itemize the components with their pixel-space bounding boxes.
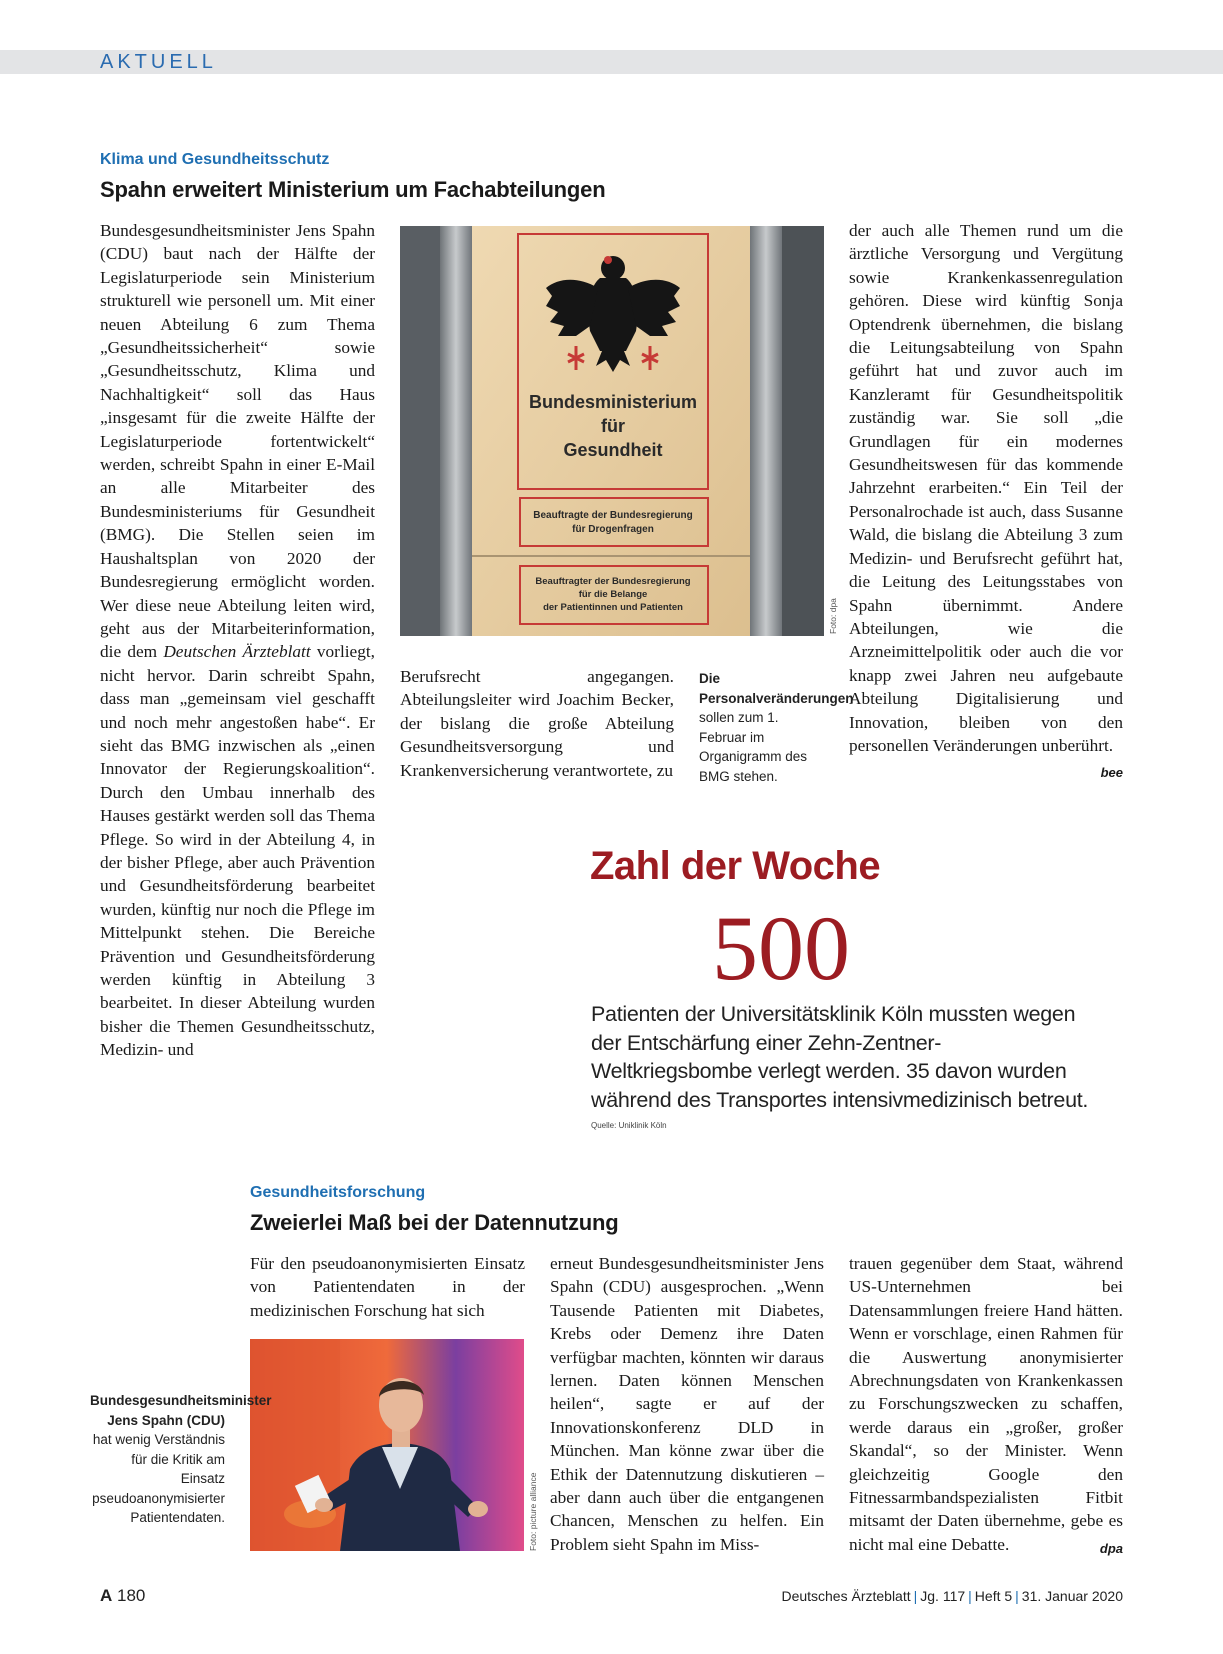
article2-column-1 — [250, 1252, 525, 1322]
svg-text:für Drogenfragen: für Drogenfragen — [572, 524, 654, 535]
article1-column-3 — [849, 219, 1123, 785]
footer-date: 31. Januar 2020 — [1021, 1588, 1123, 1604]
footer-journal-info: Deutsches Ärzteblatt | Jg. 117 | Heft 5 | 31. Januar 2020 — [781, 1588, 1123, 1604]
article1-caption-bold: Die Personalveränderungen — [699, 671, 854, 706]
page-number-value: 180 — [117, 1586, 146, 1605]
article1-col1-italic: Deutschen Ärzteblatt — [163, 642, 311, 662]
zahl-der-woche-number: 500 — [712, 897, 850, 999]
article1-col1-text-a: Bundesgesundheitsminister Jens Spahn (CDU) baut nach der Hälfte der Legislaturperiode sein Ministerium strukturell wie personell um. Mit einer neuen Abteilung 6 zum Thema „Gesundheitssicherheit“ sowie „Gesundheitsschutz, Klima und Nachhaltigkeit“ soll das Haus „insgesamt für die zweite Hälfte der Legislaturperiode fortentwickelt“ werden, schreibt Spahn in einer E-Mail an alle Mitarbeiter des Bundesministeriums für Gesundheit (BMG). Die Stellen seien im Haushaltsplan von 2020 der Bundesregierung ermöglicht worden. Wer diese neue Abteilung leiten wird, geht aus der Mitarbeiterinformation, die dem — [100, 221, 375, 662]
article2-caption-text: hat wenig Verständnis für die Kritik am Einsatz pseudoanonymisierter Patientendaten. — [92, 1432, 225, 1525]
footer-issue: Heft 5 — [974, 1588, 1013, 1604]
article2-caption — [90, 1391, 272, 1528]
svg-text:Beauftragter der Bundesregieru: Beauftragter der Bundesregierung — [535, 576, 691, 587]
svg-text:Gesundheit: Gesundheit — [563, 440, 663, 460]
footer-journal: Deutsches Ärzteblatt — [781, 1588, 911, 1604]
article1-col1-text-b: vorliegt, nicht hervor. Darin schreibt Spahn, dass man „gemeinsam viel geschafft und noch mehr angestoßen habe“. Er sieht das BMG inzwischen als „einen Innovator der Regierungskoalition“. Durch den Umbau innerhalb des Hauses gestärkt werden soll das Thema Pflege. So wird in der Abteilung 4, in der bisher Pflege, aber auch Prävention und Gesundheitsförderung bearbeitet wurden, künftig nur noch die Pflege im Mittelpunkt stehen. Die Bereiche Prävention und Gesundheitsförderung werden künftig in Abteilung 3 bearbeitet. In dieser Abteilung wurden bisher die Themen Gesundheitsschutz, Medizin- und — [100, 642, 375, 1060]
zahl-der-woche-source: Quelle: Uniklinik Köln — [591, 1121, 667, 1130]
article1-kicker: Klima und Gesundheitsschutz — [100, 151, 330, 168]
article1-photo — [400, 226, 824, 636]
article2-photo-credit: Foto: picture alliance — [528, 1472, 538, 1551]
svg-text:Bundesministerium: Bundesministerium — [528, 392, 698, 412]
page-prefix: A — [100, 1586, 113, 1605]
section-label: AKTUELL — [100, 51, 217, 73]
zahl-der-woche-title: Zahl der Woche — [590, 844, 881, 888]
ministry-sign-photo — [400, 226, 824, 636]
article1-photo-credit: Foto: dpa — [828, 598, 838, 634]
article1-col3-text: der auch alle Themen rund um die ärztliche Versorgung und Vergütung sowie Krankenkassenregulation gehören. Diese wird künftig Sonja Optendrenk übernehmen, die bislang die Leitungsabteilung von Spahn geführt hat und zuvor auch im Kanzleramt für Gesundheitspolitik zuständig war. Sie soll „die Grundlagen für ein modernes Gesundheitswesen für das kommende Jahrzehnt erarbeiten.“ Ein Teil der Personalrochade ist auch, dass Susanne Wald, die bislang die Abteilung 3 zum Medizin- und Berufsrecht geführt hat, die Leitung des Leitungsstabes von Spahn übernimmt. Andere Abteilungen, wie die Arzneimittelpolitik oder auch die vor knapp zwei Jahren neu aufgebaute Abteilung Digitalisierung und Innovation, bleiben von den personellen Veränderungen unberührt. — [849, 221, 1123, 755]
minister-speaking-photo — [250, 1339, 524, 1551]
svg-text:für die Belange: für die Belange — [578, 589, 648, 600]
article1-col2-text: Berufsrecht angegangen. Abteilungsleiter wird Joachim Becker, der bislang die große Abteilung Gesundheitsversorgung und Krankenversicherung verantwortete, zu — [400, 667, 674, 780]
article2-col1-text: Für den pseudoanonymisierten Einsatz von Patientendaten in der medizinischen Forschung hat sich — [250, 1254, 525, 1320]
article2-column-3 — [849, 1252, 1123, 1560]
article1-column-1 — [100, 219, 375, 1062]
article2-caption-bold: Bundesgesundheitsminister Jens Spahn (CDU) — [90, 1393, 272, 1428]
article2-col2-text: erneut Bundesgesundheitsminister Jens Spahn (CDU) ausgesprochen. „Wenn Tausende Patienten mit Diabetes, Krebs oder Demenz ihre Daten verfügbar machten, könnten wir daraus lernen. Daten können Menschen heilen“, sagte er auf der Innovationskonferenz DLD in München. Man könne zwar über die Ethik der Datennutzung diskutieren – aber dann auch über die entgangenen Chancen, Menschen zu helfen. Ein Problem sieht Spahn im Miss- — [550, 1254, 824, 1554]
article2-column-2 — [550, 1252, 824, 1556]
article1-caption-text: sollen zum 1. Februar im Organigramm des BMG stehen. — [699, 710, 808, 784]
article1-signature: bee — [1100, 765, 1123, 781]
page-number — [100, 1586, 145, 1606]
article2-title: Zweierlei Maß bei der Datennutzung — [250, 1210, 619, 1235]
article1-caption — [699, 669, 854, 786]
article1-column-2 — [400, 665, 674, 782]
article2-signature: dpa — [1099, 1540, 1123, 1556]
article2-kicker: Gesundheitsforschung — [250, 1184, 426, 1201]
svg-text:Beauftragte der Bundesregierun: Beauftragte der Bundesregierung — [533, 510, 693, 521]
article2-photo — [250, 1339, 524, 1551]
footer-volume: Jg. 117 — [920, 1588, 966, 1604]
svg-text:für: für — [601, 416, 625, 436]
svg-text:der Patientinnen und Patienten: der Patientinnen und Patienten — [543, 602, 683, 613]
zahl-der-woche-text: Patienten der Universitätsklinik Köln mussten wegen der Entschärfung einer Zehn-Zentner-Weltkriegsbombe verlegt werden. 35 davon wurden während des Transportes intensivmedizinisch betreut. — [591, 1002, 1089, 1112]
article1-title: Spahn erweitert Ministerium um Fachabteilungen — [100, 177, 606, 202]
article2-col3-text: trauen gegenüber dem Staat, während US-Unternehmen bei Datensammlungen freiere Hand hätten. Wenn er vorschlage, einen Rahmen für die Auswertung anonymisierter Abrechnungsdaten von Krankenkassen zu Forschungszwecken zu schaffen, werde daraus ein „großer, großer Skandal“, so der Minister. Wenn gleichzeitig Google den Fitnessarmbandspezialisten Fitbit mitsamt der Daten übernehme, gebe es nicht mal eine Debatte. — [849, 1254, 1123, 1554]
